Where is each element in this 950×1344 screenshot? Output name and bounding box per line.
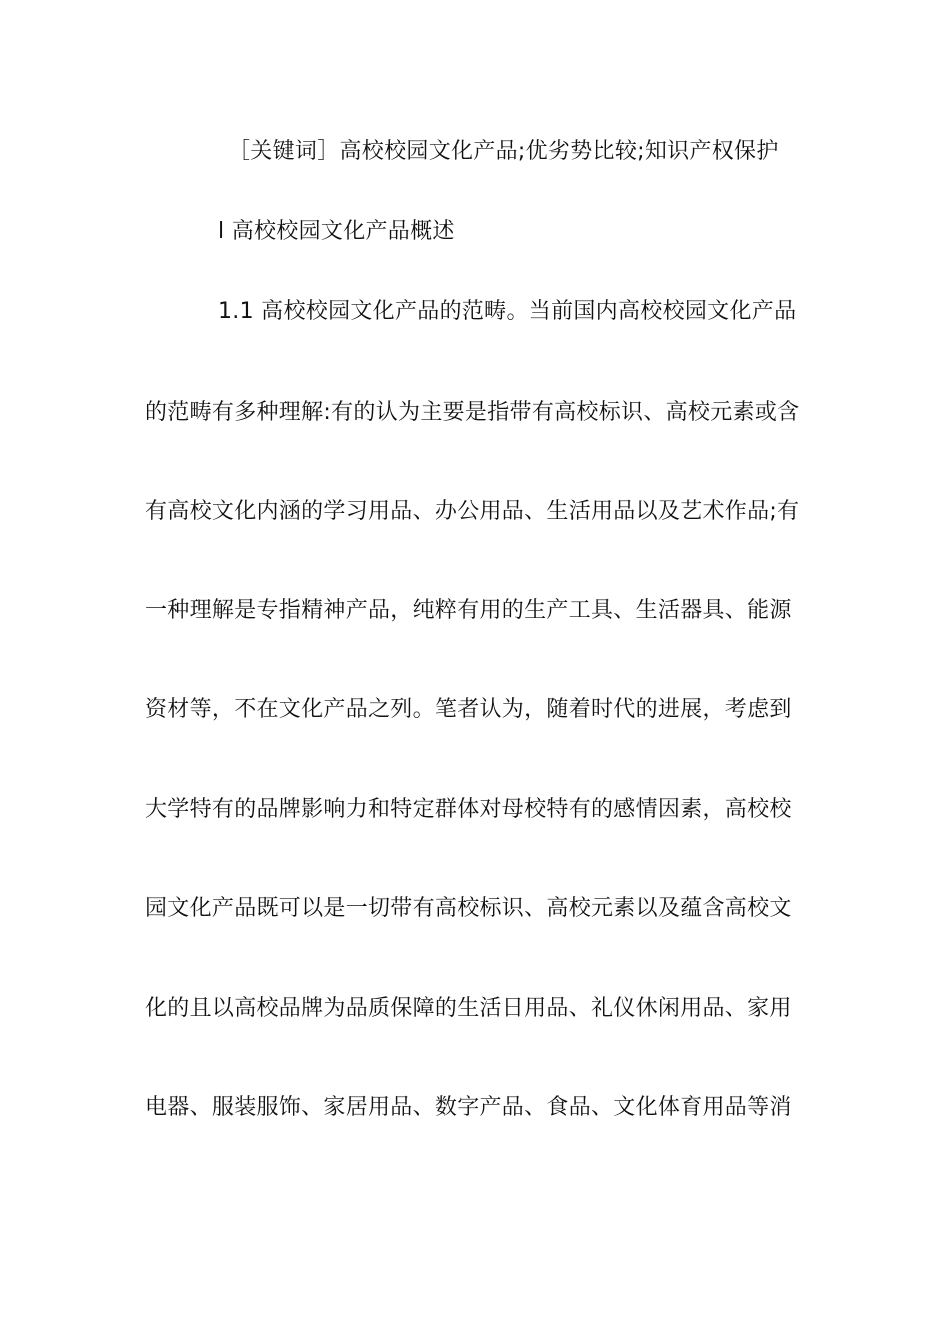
paragraph-line: 资材等，不在文化产品之列。笔者认为，随着时代的进展，考虑到 [145,697,792,722]
paragraph-line: 大学特有的品牌影响力和特定群体对母校特有的感情因素，高校校 [145,797,792,822]
paragraph-line: 化的且以高校品牌为品质保障的生活日用品、礼仪休闲用品、家用 [145,996,792,1021]
keywords-line: ［关键词］高校校园文化产品;优劣势比较;知识产权保护 [228,139,779,164]
paragraph-line: 电器、服装服饰、家居用品、数字产品、食品、文化体育用品等消 [145,1095,792,1120]
paragraph-line: 1.1 高校校园文化产品的范畴。当前国内高校校园文化产品 [218,299,797,324]
paragraph-line: 一种理解是专指精神产品，纯粹有用的生产工具、生活器具、能源 [145,598,792,623]
section-heading: l 高校校园文化产品概述 [218,219,455,244]
paragraph-line: 园文化产品既可以是一切带有高校标识、高校元素以及蕴含高校文 [145,896,792,921]
paragraph-line: 的范畴有多种理解:有的认为主要是指带有高校标识、高校元素或含 [145,400,800,425]
paragraph-line: 有高校文化内涵的学习用品、办公用品、生活用品以及艺术作品;有 [145,499,800,524]
